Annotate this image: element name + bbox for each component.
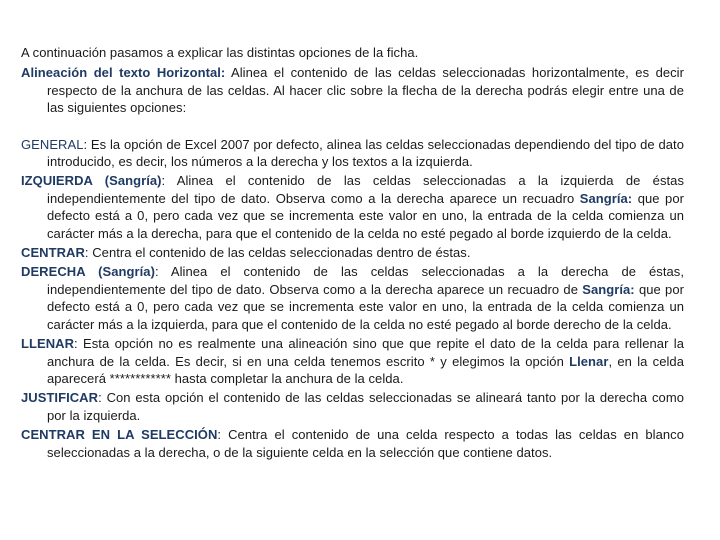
general-label: GENERAL [21,136,84,152]
centrar-paragraph [21,244,684,261]
llenar-text-1: : Esta opción no es realmente una alineación sino que que repite el dato de la celda para rellenar la anchura de la celda. Es decir, si en una celda tenemos escrito * y elegimos la opción [47,336,684,369]
centrar-seleccion-text: : Centra el contenido de una celda respecto a todas las celdas en blanco seleccionadas a la derecha, o de la siguiente celda en la selección que contiene datos. [47,427,684,460]
intro-text: A continuación pasamos a explicar las distintas opciones de la ficha. [21,45,419,60]
centrar-seleccion-paragraph [21,426,684,461]
izquierda-text-1: : Alinea el contenido de las celdas seleccionadas a la izquierda de éstas independientemente del tipo de dato. Observa como a la derecha aparece un recuadro [47,173,684,206]
derecha-text-2: que por defecto está a 0, pero cada vez que se incrementa este valor en uno, la entrada de la celda comienza un carácter más a la izquierda, para que el contenido de la celda no esté pegado al borde derecho de la celda. [47,281,684,332]
centrar-label: CENTRAR [21,245,85,261]
derecha-label: DERECHA (Sangría) [21,264,155,280]
izquierda-keyword: Sangría: [579,190,633,206]
general-paragraph [21,136,684,171]
general-text: : Es la opción de Excel 2007 por defecto, alinea las celdas seleccionadas dependiendo del tipo de dato introducido, es decir, los números a la derecha y los textos a la izquierda. [47,136,684,170]
justificar-text: : Con esta opción el contenido de las celdas seleccionadas se alineará tanto por la derecha como por la izquierda. [47,390,684,423]
justificar-label: JUSTIFICAR [21,390,99,406]
llenar-paragraph [21,335,684,387]
derecha-text-1: : Alinea el contenido de las celdas seleccionadas a la derecha de éstas, independientemente del tipo de dato. Observa como a la derecha aparece un recuadro de [47,264,685,297]
derecha-keyword: Sangría: [582,281,635,297]
horizontal-text: Alinea el contenido de las celdas seleccionadas horizontalmente, es decir respecto de la anchura de las celdas. Al hacer clic sobre la flecha de la derecha podrás elegir entre una de las siguientes opciones: [47,65,684,116]
llenar-label: LLENAR [21,336,75,352]
intro-paragraph [21,44,684,61]
derecha-paragraph [21,263,684,333]
horizontal-label: Alineación del texto Horizontal: [21,65,226,81]
izquierda-text-2: que por defecto está a 0, pero cada vez que se incrementa este valor en uno, la entrada de la celda comienza un carácter más a la derecha, para que el contenido de la celda no esté pegado al borde izquierdo de la celda. [47,190,684,241]
llenar-text-2: , en la celda aparecerá ************ hasta completar la anchura de la celda. [47,353,684,386]
centrar-seleccion-label: CENTRAR EN LA SELECCIÓN [21,427,218,443]
document-body [21,44,684,461]
centrar-text: : Centra el contenido de las celdas seleccionadas dentro de éstas. [84,245,471,261]
horizontal-paragraph [21,64,684,116]
izquierda-paragraph [21,172,684,242]
izquierda-label: IZQUIERDA (Sangría) [21,173,162,189]
justificar-paragraph [21,389,684,424]
llenar-keyword: Llenar [569,353,609,369]
